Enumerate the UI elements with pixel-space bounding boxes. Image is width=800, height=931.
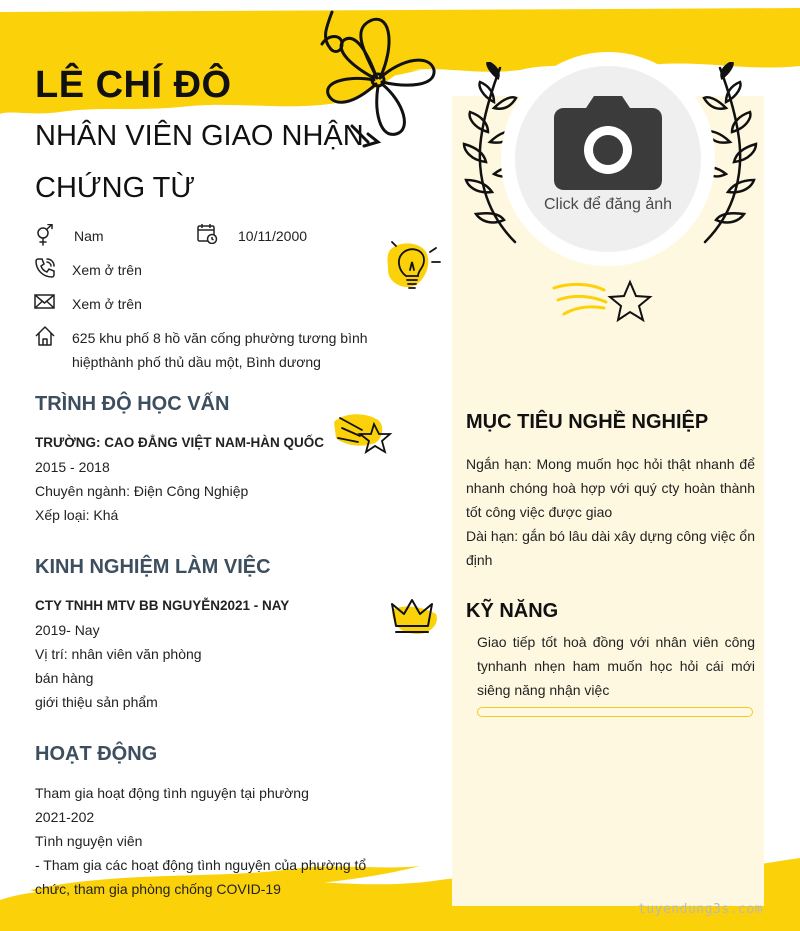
phone-icon	[34, 257, 56, 279]
education-school: TRƯỜNG: CAO ĐẲNG VIỆT NAM-HÀN QUỐC	[35, 435, 324, 450]
education-grade: Xếp loại: Khá	[35, 507, 119, 523]
job-title: NHÂN VIÊN GIAO NHẬN CHỨNG TỪ	[35, 120, 364, 204]
upload-photo-label[interactable]: Click để đăng ảnh	[543, 196, 673, 213]
gender-value: Nam	[74, 228, 104, 244]
crown-doodle-icon	[388, 596, 442, 638]
gender-icon	[34, 224, 56, 246]
activities-heading: HOẠT ĐỘNG	[35, 743, 158, 765]
activities-line-2: 2021-202	[35, 809, 95, 825]
skills-text: Giao tiếp tốt hoà đồng với nhân viên công tynhanh nhẹn ham muốn học hỏi cái mới siêng năng nhận việc	[477, 634, 755, 698]
home-icon	[34, 325, 56, 347]
experience-task-1: bán hàng	[35, 670, 94, 686]
education-period: 2015 - 2018	[35, 459, 110, 475]
email-value: Xem ở trên	[72, 296, 142, 312]
address-value: 625 khu phố 8 hồ văn cống phường tương bình hiệpthành phố thủ dầu một, Bình dương	[72, 330, 368, 370]
candidate-name: LÊ CHÍ ĐÔ	[35, 64, 232, 106]
activities-line-1: Tham gia hoạt động tình nguyện tại phường	[35, 785, 309, 801]
shooting-star-doodle-icon	[332, 410, 400, 458]
skill-level-bar	[477, 707, 753, 717]
experience-heading: KINH NGHIỆM LÀM VIỆC	[35, 556, 271, 578]
objective-short-term: Ngắn hạn: Mong muốn học hỏi thật nhanh để nhanh chóng hoà hợp với quý cty hoàn thành tốt công việc được giao	[466, 456, 755, 520]
experience-task-2: giới thiệu sản phẩm	[35, 694, 158, 710]
phone-value: Xem ở trên	[72, 262, 142, 278]
education-heading: TRÌNH ĐỘ HỌC VẤN	[35, 393, 230, 415]
experience-position: Vị trí: nhân viên văn phòng	[35, 646, 202, 662]
email-icon	[34, 291, 56, 313]
objective-long-term: Dài hạn: gắn bó lâu dài xây dựng công việc ổn định	[466, 528, 755, 568]
star-doodle-icon	[552, 278, 656, 328]
watermark: tuyendung3s.com	[638, 902, 763, 917]
birthdate-value: 10/11/2000	[238, 228, 308, 244]
calendar-icon	[196, 222, 218, 244]
lightbulb-doodle-icon	[386, 240, 446, 294]
experience-period: 2019- Nay	[35, 622, 100, 638]
education-major: Chuyên ngành: Điện Công Nghiệp	[35, 483, 249, 499]
activities-line-3: Tình nguyện viên	[35, 833, 143, 849]
experience-company: CTY TNHH MTV BB NGUYỄN2021 - NAY	[35, 598, 290, 613]
skills-heading: KỸ NĂNG	[466, 600, 559, 622]
camera-icon[interactable]	[552, 94, 664, 190]
activities-line-4: - Tham gia các hoạt động tình nguyện của phường tổ chức, tham gia phòng chống COVID-19	[35, 857, 367, 897]
objective-heading: MỤC TIÊU NGHỀ NGHIỆP	[466, 411, 709, 433]
